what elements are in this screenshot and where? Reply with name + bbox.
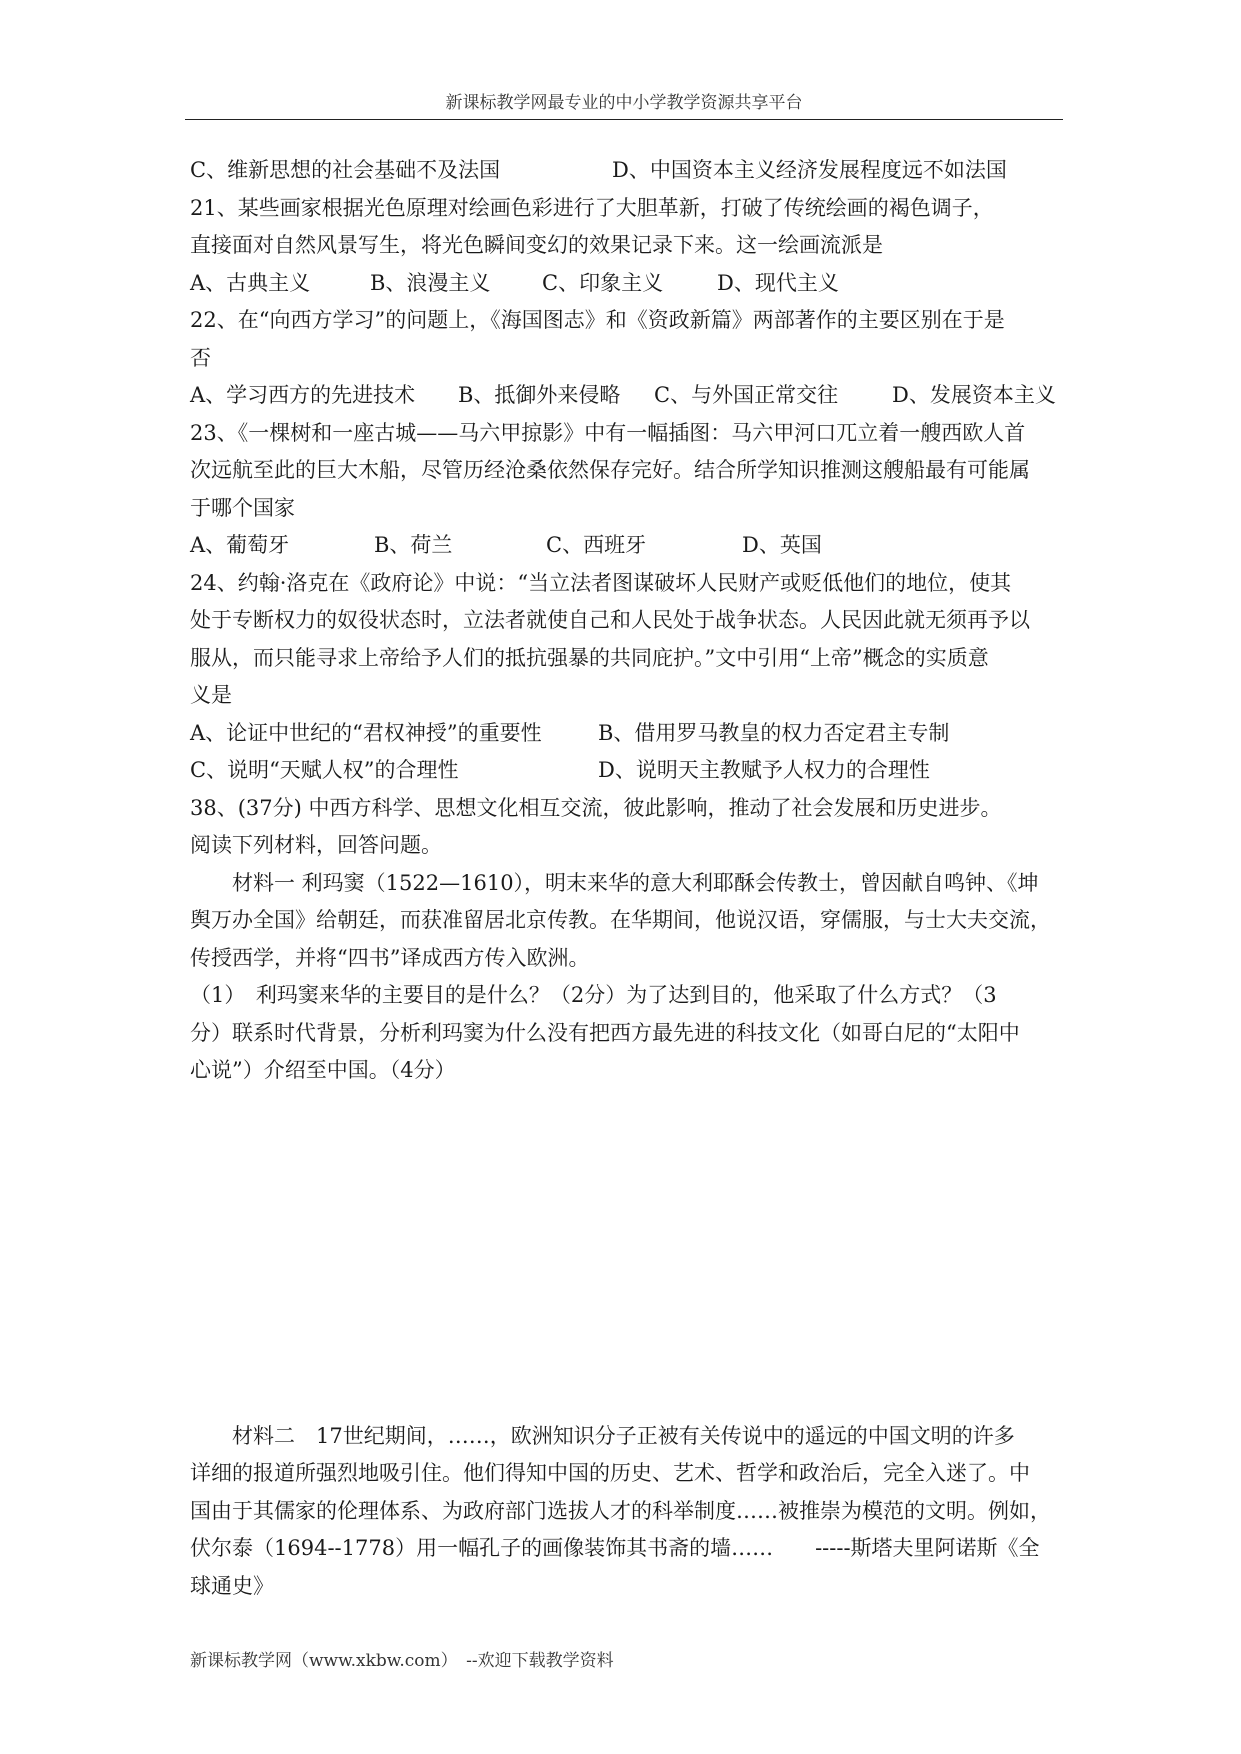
q22-stem-line: 22、在“向西方学习”的问题上，《海国图志》和《资政新篇》两部著作的主要区别在于是 — [190, 308, 1005, 332]
q24-stem-line: 义是 — [190, 683, 232, 707]
option-d: D、现代主义 — [717, 270, 839, 295]
q23-stem-line: 于哪个国家 — [190, 495, 295, 520]
option-a: A、学习西方的先进技术 — [190, 383, 416, 407]
option-a: A、葡萄牙 — [190, 533, 290, 557]
q21-options — [190, 265, 1080, 303]
sub-question-1-line: 分）联系时代背景，分析利玛窦为什么没有把西方最先进的科技文化（如哥白尼的“太阳中 — [190, 1020, 1020, 1045]
q23-options — [190, 527, 1080, 565]
document-body — [190, 152, 1080, 1605]
option-a: A、古典主义 — [190, 270, 311, 295]
material-two-line: 详细的报道所强烈地吸引住。他们得知中国的历史、艺术、哲学和政治后，完全入迷了。中 — [190, 1461, 1030, 1485]
option-d: D、中国资本主义经济发展程度远不如法国 — [612, 158, 1007, 182]
q38-stem-line: 阅读下列材料，回答问题。 — [190, 833, 442, 857]
sub-question-1-line: （1） 利玛窦来华的主要目的是什么？（2分）为了达到目的，他采取了什么方式？（3 — [190, 983, 997, 1007]
q21-stem-line: 直接面对自然风景写生，将光色瞬间变幻的效果记录下来。这一绘画流派是 — [190, 233, 883, 257]
q23-stem-line: 次远航至此的巨大木船，尽管历经沧桑依然保存完好。结合所学知识推测这艘船最有可能属 — [190, 458, 1030, 482]
q24-options-cd — [190, 752, 1080, 790]
q20-options-cd — [190, 152, 1080, 190]
option-a: A、论证中世纪的“君权神授”的重要性 — [190, 720, 542, 745]
option-d: D、发展资本主义 — [892, 383, 1056, 407]
option-b: B、浪漫主义 — [370, 270, 491, 295]
option-d: D、英国 — [742, 533, 822, 557]
material-one-line: 传授西学，并将“四书”译成西方传入欧洲。 — [190, 945, 590, 970]
q22-stem-line: 否 — [190, 345, 211, 370]
option-c: C、与外国正常交往 — [654, 383, 839, 407]
material-two-line: 伏尔泰（1694--1778）用一幅孔子的画像装饰其书斋的墙…… -----斯塔夫里阿诺斯《全 — [190, 1536, 1040, 1560]
material-two-line: 球通史》 — [190, 1573, 274, 1598]
option-b: B、抵御外来侵略 — [458, 383, 621, 407]
option-d: D、说明天主教赋予人权力的合理性 — [598, 758, 930, 782]
material-one-line: 材料一 利玛窦（1522—1610），明末来华的意大利耶酥会传教士，曾因献自鸣钟、《坤 — [232, 870, 1039, 895]
answer-space — [190, 1090, 1080, 1418]
option-b: B、借用罗马教皇的权力否定君主专制 — [598, 720, 950, 745]
page-header: 新课标教学网最专业的中小学教学资源共享平台 — [185, 88, 1063, 120]
option-c: C、印象主义 — [542, 270, 664, 295]
q23-stem-line: 23、《一棵树和一座古城——马六甲掠影》中有一幅插图：马六甲河口兀立着一艘西欧人首 — [190, 420, 1026, 445]
q38-stem-line: 38、(37分) 中西方科学、思想文化相互交流，彼此影响，推动了社会发展和历史进步。 — [190, 795, 1002, 820]
q21-stem-line: 21、某些画家根据光色原理对绘画色彩进行了大胆革新，打破了传统绘画的褐色调子， — [190, 195, 994, 220]
q24-stem-line: 服从，而只能寻求上帝给予人们的抵抗强暴的共同庇护。”文中引用“上帝”概念的实质意 — [190, 645, 989, 670]
option-c: C、说明“天赋人权”的合理性 — [190, 758, 459, 782]
material-two-line: 国由于其儒家的伦理体系、为政府部门选拔人才的科举制度……被推崇为模范的文明。例如， — [190, 1498, 1051, 1523]
q24-stem-line: 24、约翰·洛克在《政府论》中说：“当立法者图谋破坏人民财产或贬低他们的地位，使其 — [190, 570, 1012, 595]
option-c: C、西班牙 — [546, 533, 647, 557]
material-one-line: 舆万办全国》给朝廷，而获准留居北京传教。在华期间，他说汉语，穿儒服，与士大夫交流， — [190, 908, 1051, 932]
option-c: C、维新思想的社会基础不及法国 — [190, 158, 501, 182]
page-footer: 新课标教学网（www.xkbw.com） --欢迎下载教学资料 — [190, 1651, 614, 1671]
sub-question-1-line: 心说”）介绍至中国。（4分） — [190, 1058, 456, 1082]
q22-options — [190, 377, 1080, 415]
material-two-line: 材料二 17世纪期间，……，欧洲知识分子正被有关传说中的遥远的中国文明的许多 — [232, 1423, 1015, 1448]
q24-options-ab — [190, 715, 1080, 753]
q24-stem-line: 处于专断权力的奴役状态时，立法者就使自己和人民处于战争状态。人民因此就无须再予以 — [190, 608, 1030, 632]
option-b: B、荷兰 — [374, 533, 453, 557]
